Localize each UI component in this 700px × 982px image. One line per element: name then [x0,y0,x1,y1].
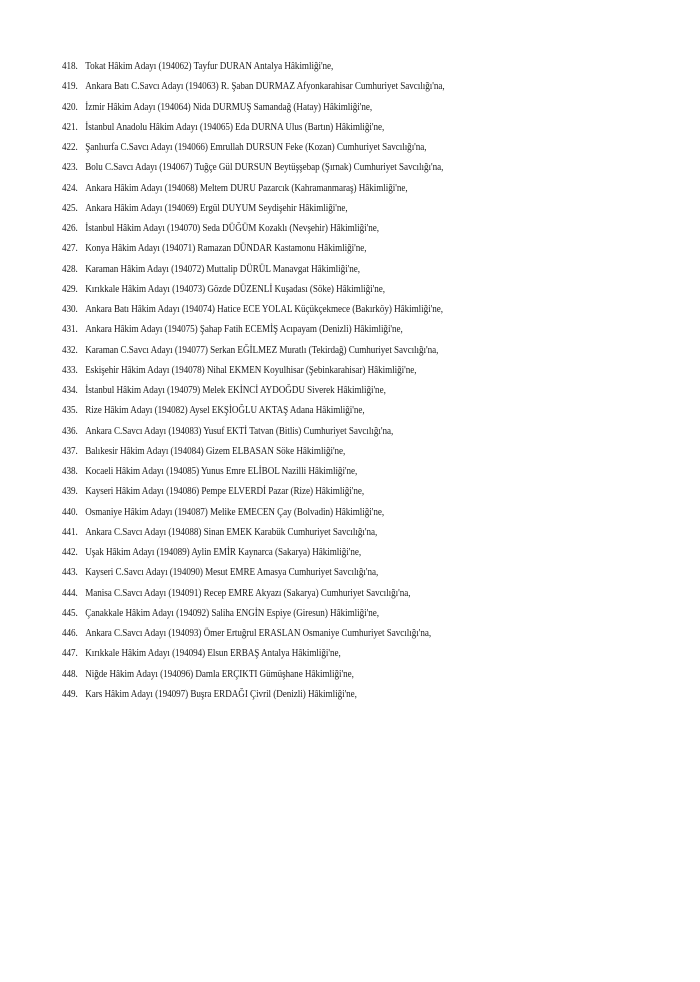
item-text: Osmaniye Hâkim Adayı (194087) Melike EMECEN Çay (Bolvadin) Hâkimliği'ne, [85,506,385,518]
item-number: 444. [62,587,78,599]
list-item [62,624,445,644]
item-text: Çanakkale Hâkim Adayı (194092) Saliha ENGİN Espiye (Giresun) Hâkimliği'ne, [85,607,379,619]
item-number: 430. [62,304,78,315]
item-text: İstanbul Hâkim Adayı (194070) Seda DÜĞÜM Kozaklı (Nevşehir) Hâkimliği'ne, [85,223,380,234]
item-number: 423. [62,162,78,174]
list-item [62,381,445,401]
list-item [62,523,445,543]
item-text: Ankara Hâkim Adayı (194075) Şahap Fatih ECEMİŞ Acıpayam (Denizli) Hâkimliği'ne, [85,324,403,336]
list-item [62,118,445,138]
item-number: 439. [62,486,78,498]
list-item [62,462,445,482]
list-item [62,320,445,340]
item-text: İstanbul Hâkim Adayı (194079) Melek EKİNCİ AYDOĞDU Siverek Hâkimliği'ne, [85,385,386,396]
item-text: Uşak Hâkim Adayı (194089) Aylin EMİR Kaynarca (Sakarya) Hâkimliği'ne, [85,547,362,558]
appointment-list [62,57,507,705]
item-text: Kayseri Hâkim Adayı (194086) Pempe ELVERDİ Pazar (Rize) Hâkimliği'ne, [85,486,365,498]
item-number: 429. [62,283,78,295]
item-number: 445. [62,607,78,619]
item-number: 443. [62,567,78,579]
item-number: 449. [62,688,78,700]
item-number: 421. [62,121,78,133]
list-item [62,685,445,705]
item-number: 426. [62,223,78,234]
item-number: 424. [62,182,78,194]
list-item [62,604,445,624]
item-text: Ankara Batı Hâkim Adayı (194074) Hatice ECE YOLAL Küçükçekmece (Bakırköy) Hâkimliği'ne, [85,304,443,315]
list-item [62,422,445,442]
list-item [62,644,445,664]
item-text: Tokat Hâkim Adayı (194062) Tayfur DURAN Antalya Hâkimliği'ne, [85,61,334,72]
item-number: 420. [62,101,78,113]
item-text: Ankara Hâkim Adayı (194068) Meltem DURU Pazarcık (Kahramanmaraş) Hâkimliği'ne, [85,182,408,194]
list-item [62,503,445,523]
item-number: 433. [62,364,78,376]
item-number: 440. [62,506,78,518]
item-number: 431. [62,324,78,336]
list-item [62,341,445,361]
item-number: 425. [62,202,78,214]
item-text: Rize Hâkim Adayı (194082) Aysel EKŞİOĞLU AKTAŞ Adana Hâkimliği'ne, [85,405,365,417]
item-text: Balıkesir Hâkim Adayı (194084) Gizem ELBASAN Söke Hâkimliği'ne, [85,445,346,457]
list-item [62,138,445,158]
item-text: Kars Hâkim Adayı (194097) Buşra ERDAĞI Çivril (Denizli) Hâkimliği'ne, [85,688,357,700]
list-item [62,57,445,77]
list-item [62,219,445,239]
item-number: 446. [62,628,78,639]
item-number: 447. [62,648,78,660]
item-text: Niğde Hâkim Adayı (194096) Damla ERÇIKTI Gümüşhane Hâkimliği'ne, [85,668,354,680]
list-item [62,179,445,199]
list-item [62,98,445,118]
item-text: İstanbul Anadolu Hâkim Adayı (194065) Eda DURNA Ulus (Bartın) Hâkimliği'ne, [85,121,385,133]
item-text: Kayseri C.Savcı Adayı (194090) Mesut EMRE Amasya Cumhuriyet Savcılığı'na, [85,567,379,579]
list-item [62,260,445,280]
item-number: 422. [62,142,78,153]
list-item [62,158,445,178]
list-item [62,300,445,320]
item-text: Konya Hâkim Adayı (194071) Ramazan DÜNDAR Kastamonu Hâkimliği'ne, [85,243,367,255]
item-text: Ankara C.Savcı Adayı (194088) Sinan EMEK Karabük Cumhuriyet Savcılığı'na, [85,526,378,538]
item-number: 434. [62,385,78,396]
item-number: 432. [62,344,78,356]
list-item [62,442,445,462]
item-number: 435. [62,405,78,417]
item-text: Karaman Hâkim Adayı (194072) Muttalip DÜRÜL Manavgat Hâkimliği'ne, [85,263,360,275]
item-text: Ankara Hâkim Adayı (194069) Ergül DUYUM Seydişehir Hâkimliği'ne, [85,202,348,214]
item-number: 437. [62,445,78,457]
list-item [62,584,445,604]
item-text: Ankara C.Savcı Adayı (194093) Ömer Ertuğrul ERASLAN Osmaniye Cumhuriyet Savcılığı'na, [85,628,432,639]
item-number: 418. [62,61,78,72]
item-text: Eskişehir Hâkim Adayı (194078) Nihal EKMEN Koyulhisar (Şebinkarahisar) Hâkimliği'ne, [85,364,417,376]
list-item [62,239,445,259]
item-number: 438. [62,466,78,477]
item-text: Şanlıurfa C.Savcı Adayı (194066) Emrullah DURSUN Feke (Kozan) Cumhuriyet Savcılığı'na, [85,142,427,153]
list-item [62,280,445,300]
item-text: Ankara Batı C.Savcı Adayı (194063) R. Şaban DURMAZ Afyonkarahisar Cumhuriyet Savcılığı'na, [85,81,445,93]
item-number: 436. [62,425,78,437]
item-text: Kırıkkale Hâkim Adayı (194073) Gözde DÜZENLİ Kuşadası (Söke) Hâkimliği'ne, [85,283,386,295]
item-text: İzmir Hâkim Adayı (194064) Nida DURMUŞ Samandağ (Hatay) Hâkimliği'ne, [85,101,373,113]
item-text: Manisa C.Savcı Adayı (194091) Recep EMRE Akyazı (Sakarya) Cumhuriyet Savcılığı'na, [85,587,411,599]
list-item [62,199,445,219]
item-number: 419. [62,81,78,93]
list-item [62,401,445,421]
list-item [62,665,445,685]
item-text: Ankara C.Savcı Adayı (194083) Yusuf EKTİ Tatvan (Bitlis) Cumhuriyet Savcılığı'na, [85,425,394,437]
item-text: Kırıkkale Hâkim Adayı (194094) Elsun ERBAŞ Antalya Hâkimliği'ne, [85,648,341,660]
item-number: 448. [62,668,78,680]
item-text: Bolu C.Savcı Adayı (194067) Tuğçe Gül DURSUN Beytüşşebap (Şırnak) Cumhuriyet Savcılığı'na, [85,162,444,174]
item-number: 442. [62,547,78,558]
item-text: Kocaeli Hâkim Adayı (194085) Yunus Emre ELİBOL Nazilli Hâkimliği'ne, [85,466,358,477]
item-number: 427. [62,243,78,255]
list-item [62,543,445,563]
list-item [62,563,445,583]
item-text: Karaman C.Savcı Adayı (194077) Serkan EĞİLMEZ Muratlı (Tekirdağ) Cumhuriyet Savcılığı'na, [85,344,439,356]
list-item [62,361,445,381]
list-item [62,482,445,502]
list-item [62,77,445,97]
item-number: 428. [62,263,78,275]
item-number: 441. [62,526,78,538]
